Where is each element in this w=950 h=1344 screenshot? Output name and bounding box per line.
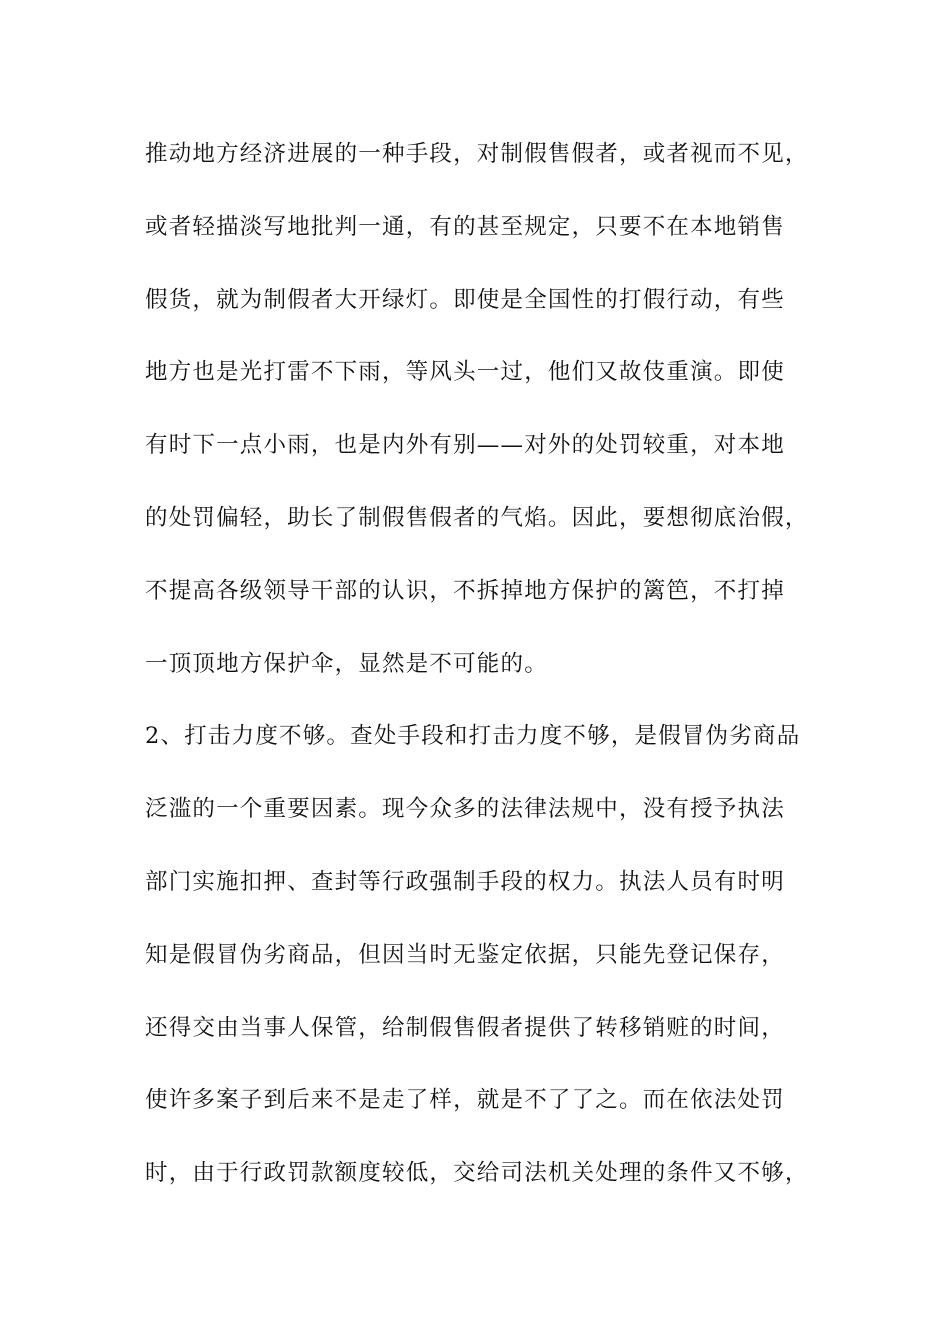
text-line-2: 或者轻描淡写地批判一通，有的甚至规定，只要不在本地销售	[145, 213, 785, 240]
text-line-1: 推动地方经济进展的一种手段，对制假售假者，或者视而不见，	[145, 141, 809, 167]
text-line-5: 有时下一点小雨，也是内外有别——对外的处罚较重，对本地	[145, 432, 785, 459]
text-line-15: 时，由于行政罚款额度较低，交给司法机关处理的条件又不够，	[145, 1160, 809, 1187]
text-line-12: 知是假冒伪劣商品，但因当时无鉴定依据，只能先登记保存，	[145, 941, 785, 968]
text-line-11: 部门实施扣押、查封等行政强制手段的权力。执法人员有时明	[145, 868, 785, 895]
text-line-3: 假货，就为制假者大开绿灯。即使是全国性的打假行动，有些	[145, 286, 785, 313]
text-line-9: 2、打击力度不够。查处手段和打击力度不够，是假冒伪劣商品	[145, 723, 801, 750]
text-line-13: 还得交由当事人保管，给制假售假者提供了转移销赃的时间，	[145, 1014, 785, 1041]
body-text	[145, 134, 835, 1226]
text-line-14: 使许多案子到后来不是走了样，就是不了了之。而在依法处罚	[145, 1087, 785, 1114]
text-line-10: 泛滥的一个重要因素。现今众多的法律法规中，没有授予执法	[145, 796, 785, 823]
text-line-6: 的处罚偏轻，助长了制假售假者的气焰。因此，要想彻底治假，	[145, 504, 809, 531]
text-line-4: 地方也是光打雷不下雨，等风头一过，他们又故伎重演。即使	[145, 359, 785, 386]
text-line-8: 一顶顶地方保护伞，显然是不可能的。	[145, 650, 548, 677]
text-line-7: 不提高各级领导干部的认识，不拆掉地方保护的篱笆，不打掉	[145, 577, 785, 604]
